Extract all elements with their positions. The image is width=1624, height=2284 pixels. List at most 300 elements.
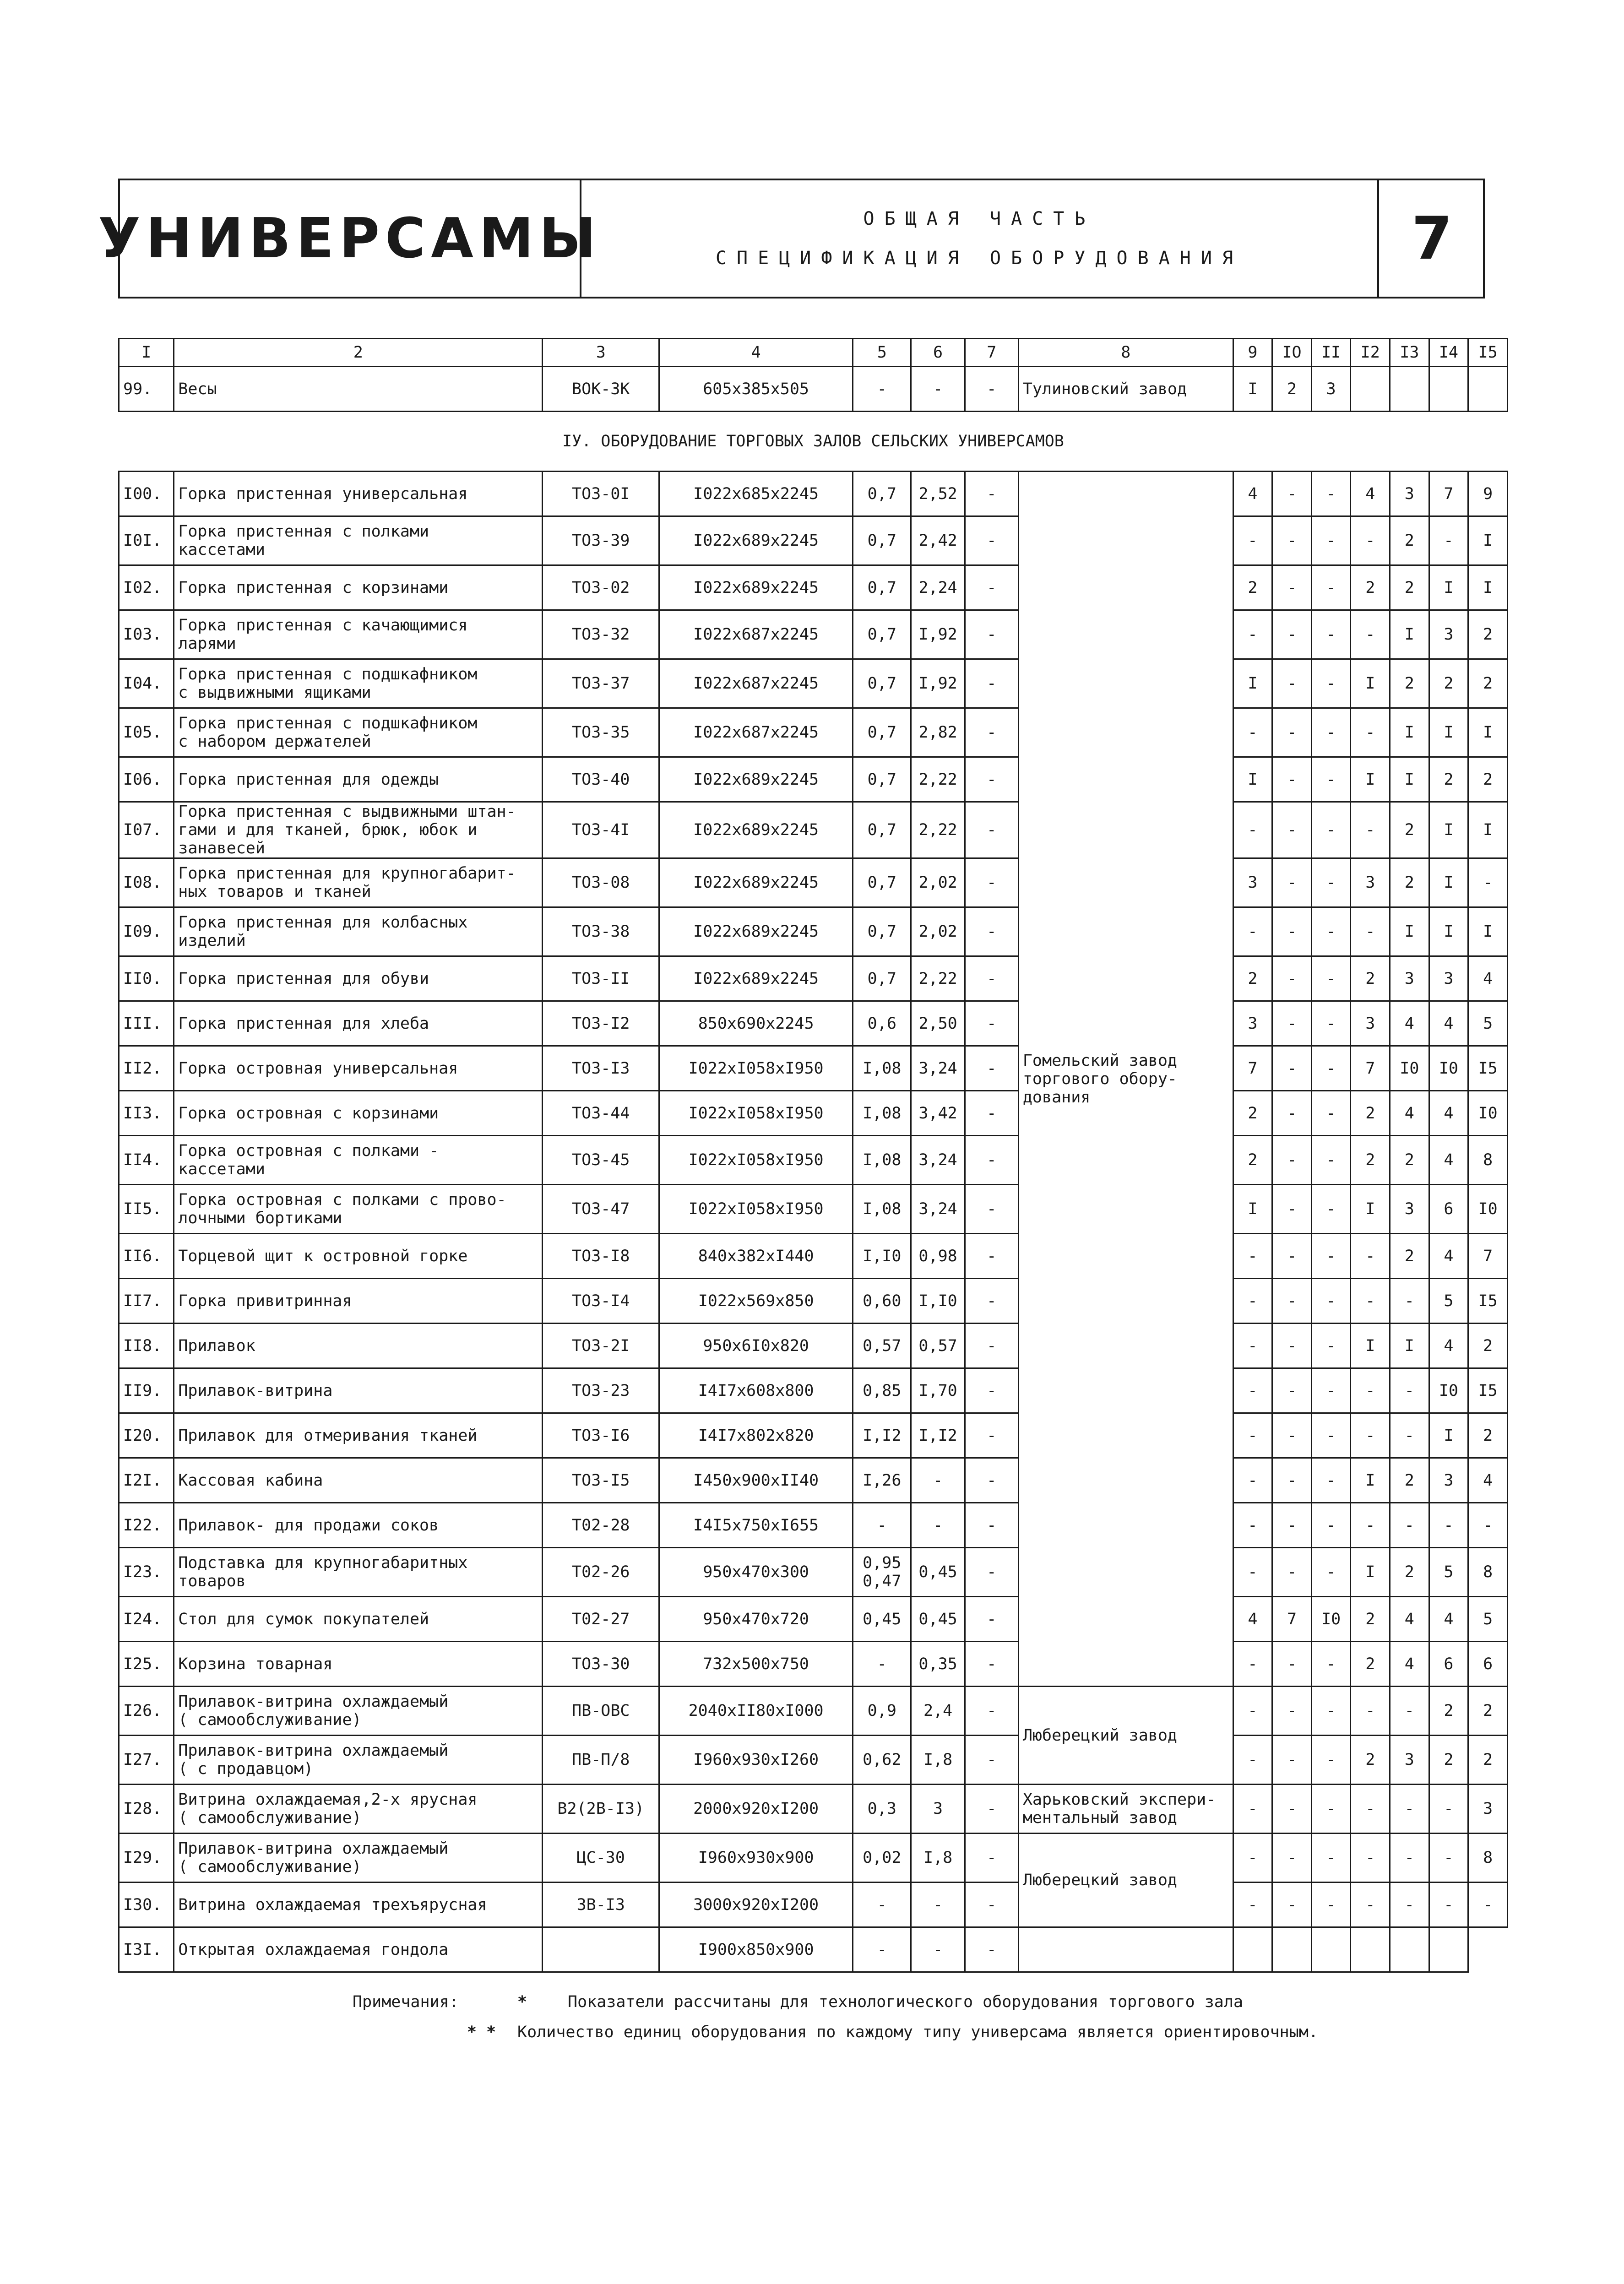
value-col7: -	[965, 1927, 1018, 1972]
item-dimensions: I022x689x2245	[659, 858, 853, 907]
item-name	[174, 1136, 543, 1185]
quantity-cell	[1468, 367, 1508, 412]
quantity-cell: -	[1311, 472, 1351, 516]
quantity-cell: -	[1390, 1687, 1429, 1736]
value-col5	[853, 1548, 911, 1597]
quantity-cell: 2	[1351, 1091, 1390, 1136]
item-name-line: лочными бортиками	[178, 1209, 342, 1227]
quantity-cell: 5	[1468, 1597, 1508, 1642]
value-col6: -	[911, 1503, 965, 1548]
value-col6: 0,45	[911, 1597, 965, 1642]
value-col6: 2,82	[911, 708, 965, 757]
quantity-cell: 2	[1468, 1324, 1508, 1368]
note-text: Количество единиц оборудования по каждому типу универсама является ориентировочным.	[517, 2023, 1318, 2041]
table-row	[119, 1927, 1508, 1972]
quantity-cell: 3	[1390, 956, 1429, 1001]
quantity-cell: 4	[1429, 1597, 1468, 1642]
item-name	[174, 1413, 543, 1458]
column-number: I4	[1429, 339, 1468, 367]
value-col6: 2,24	[911, 565, 965, 610]
quantity-cell: -	[1272, 1046, 1312, 1091]
value-col7: -	[965, 1736, 1018, 1785]
item-dimensions: I022x687x2245	[659, 610, 853, 659]
column-number: 2	[174, 339, 543, 367]
quantity-cell: 3	[1429, 1458, 1468, 1503]
quantity-cell: -	[1233, 1883, 1272, 1927]
quantity-cell: 2	[1233, 1136, 1272, 1185]
quantity-cell: -	[1233, 610, 1272, 659]
item-mark: ТОЗ-I3	[543, 1046, 659, 1091]
table-row	[119, 1136, 1508, 1185]
item-name-line: Прилавок-витрина охлаждаемый	[178, 1839, 449, 1858]
value-col6: 2,52	[911, 472, 965, 516]
value-col7: -	[965, 1503, 1018, 1548]
table-row	[119, 1883, 1508, 1927]
value-col6: I,92	[911, 659, 965, 708]
manufacturer	[1018, 472, 1233, 1687]
quantity-cell: 2	[1390, 1136, 1429, 1185]
doc-title: СПЕЦИФИКАЦИЯ ОБОРУДОВАНИЯ	[715, 248, 1244, 269]
row-number: I05.	[119, 708, 174, 757]
table-row	[119, 367, 1508, 412]
column-number: 3	[543, 339, 659, 367]
item-mark: ТОЗ-08	[543, 858, 659, 907]
quantity-cell: -	[1311, 1185, 1351, 1234]
value-col5: 0,7	[853, 659, 911, 708]
table-row	[119, 1279, 1508, 1324]
item-name	[174, 757, 543, 802]
item-mark: ПВ-П/8	[543, 1736, 659, 1785]
item-mark: Т02-28	[543, 1503, 659, 1548]
column-number: 4	[659, 339, 853, 367]
quantity-cell: I	[1429, 565, 1468, 610]
column-number: IO	[1272, 339, 1312, 367]
quantity-cell: -	[1311, 1234, 1351, 1279]
value-col7: -	[965, 1091, 1018, 1136]
quantity-cell: -	[1390, 1279, 1429, 1324]
quantity-cell: 7	[1468, 1234, 1508, 1279]
item-dimensions: I022xI058xI950	[659, 1046, 853, 1091]
item-name	[174, 1091, 543, 1136]
quantity-cell: -	[1233, 1324, 1272, 1368]
row-number: II9.	[119, 1368, 174, 1413]
value-col7: -	[965, 757, 1018, 802]
row-number: I0I.	[119, 516, 174, 565]
value-col7: -	[965, 1642, 1018, 1687]
item-mark: ТОЗ-40	[543, 757, 659, 802]
value-col5: -	[853, 1927, 911, 1972]
quantity-cell: I	[1351, 1548, 1390, 1597]
quantity-cell: 5	[1429, 1548, 1468, 1597]
table-row	[119, 1001, 1508, 1046]
quantity-cell: -	[1351, 1503, 1390, 1548]
quantity-cell: 2	[1390, 1234, 1429, 1279]
item-dimensions: 950x470x720	[659, 1597, 853, 1642]
quantity-cell: 2	[1468, 757, 1508, 802]
manufacturer-line: дования	[1022, 1088, 1091, 1107]
quantity-cell: -	[1233, 1834, 1272, 1883]
quantity-cell: 2	[1390, 1458, 1429, 1503]
quantity-cell: -	[1311, 956, 1351, 1001]
quantity-cell: -	[1233, 1642, 1272, 1687]
quantity-cell: 3	[1311, 367, 1351, 412]
column-number-row	[119, 339, 1508, 367]
quantity-cell: -	[1272, 907, 1312, 956]
quantity-cell: I5	[1468, 1279, 1508, 1324]
quantity-cell: -	[1272, 516, 1312, 565]
item-dimensions: I022x689x2245	[659, 757, 853, 802]
row-number: II0.	[119, 956, 174, 1001]
row-number: I08.	[119, 858, 174, 907]
quantity-cell: -	[1272, 1234, 1312, 1279]
value-col5: 0,02	[853, 1834, 911, 1883]
quantity-cell: 7	[1272, 1597, 1312, 1642]
quantity-cell: -	[1468, 1503, 1508, 1548]
quantity-cell: I5	[1468, 1046, 1508, 1091]
item-name-line: гами и для тканей, брюк, юбок и	[178, 821, 478, 839]
quantity-cell: I	[1429, 1413, 1468, 1458]
item-name-line: Горка пристенная для хлеба	[178, 1014, 429, 1033]
value-col7: -	[965, 516, 1018, 565]
value-col5: 0,7	[853, 708, 911, 757]
value-col6: 3,24	[911, 1046, 965, 1091]
column-number: I5	[1468, 339, 1508, 367]
row-number: I25.	[119, 1642, 174, 1687]
value-col7: -	[965, 565, 1018, 610]
quantity-cell: I	[1468, 907, 1508, 956]
item-name-line: Корзина товарная	[178, 1655, 333, 1673]
quantity-cell: 2	[1429, 1687, 1468, 1736]
item-mark: ТОЗ-23	[543, 1368, 659, 1413]
item-mark: Т02-26	[543, 1548, 659, 1597]
quantity-cell: -	[1311, 708, 1351, 757]
row-number: I20.	[119, 1413, 174, 1458]
quantity-cell: -	[1272, 1368, 1312, 1413]
quantity-cell: -	[1468, 858, 1508, 907]
quantity-cell: -	[1351, 1785, 1390, 1834]
quantity-cell: -	[1233, 516, 1272, 565]
item-name-line: Подставка для крупногабаритных	[178, 1554, 468, 1572]
quantity-cell: I0	[1468, 1091, 1508, 1136]
value-col5: 0,7	[853, 565, 911, 610]
manufacturer	[1018, 1785, 1233, 1834]
quantity-cell	[1390, 367, 1429, 412]
value-col7: -	[965, 1001, 1018, 1046]
item-mark: ТОЗ-4I	[543, 802, 659, 858]
item-name	[174, 802, 543, 858]
quantity-cell: -	[1351, 516, 1390, 565]
quantity-cell: 4	[1429, 1234, 1468, 1279]
quantity-cell: -	[1351, 1687, 1390, 1736]
quantity-cell: -	[1311, 1736, 1351, 1785]
item-name-line: занавесей	[178, 839, 265, 857]
title-block	[98, 179, 1485, 298]
value-col7: -	[965, 956, 1018, 1001]
item-name	[174, 1324, 543, 1368]
item-name-line: с набором держателей	[178, 732, 371, 751]
item-name	[174, 956, 543, 1001]
quantity-cell: I	[1390, 907, 1429, 956]
value-col7: -	[965, 1413, 1018, 1458]
row-number: II5.	[119, 1185, 174, 1234]
value-col6: -	[911, 1458, 965, 1503]
quantity-cell: 3	[1429, 956, 1468, 1001]
table-row	[119, 802, 1508, 858]
value-col6: -	[911, 367, 965, 412]
item-name-line: Стол для сумок покупателей	[178, 1610, 429, 1628]
quantity-cell: -	[1390, 1413, 1429, 1458]
item-dimensions: 950x470x300	[659, 1548, 853, 1597]
quantity-cell: 2	[1390, 565, 1429, 610]
value-col6: I,I0	[911, 1279, 965, 1324]
series-title: УНИВЕРСАМЫ	[120, 180, 581, 297]
row-number: II4.	[119, 1136, 174, 1185]
quantity-cell: 2	[1468, 1736, 1508, 1785]
quantity-cell: 2	[1468, 1413, 1508, 1458]
quantity-cell: -	[1233, 708, 1272, 757]
item-mark: ТОЗ-39	[543, 516, 659, 565]
row-number: I02.	[119, 565, 174, 610]
quantity-cell: -	[1390, 1834, 1429, 1883]
item-dimensions: I022x685x2245	[659, 472, 853, 516]
item-name-line: ( с продавцом)	[178, 1760, 314, 1778]
quantity-cell: 4	[1351, 472, 1390, 516]
item-name-line: Горка пристенная для крупногабарит-	[178, 864, 516, 883]
item-dimensions: I900x850x900	[659, 1927, 853, 1972]
value-col5: I,26	[853, 1458, 911, 1503]
item-dimensions: 3000x920xI200	[659, 1883, 853, 1927]
quantity-cell: -	[1429, 1883, 1468, 1927]
quantity-cell: -	[1272, 610, 1312, 659]
quantity-cell: -	[1311, 516, 1351, 565]
quantity-cell: -	[1351, 1883, 1390, 1927]
quantity-cell: 3	[1233, 858, 1272, 907]
quantity-cell: 5	[1468, 1001, 1508, 1046]
quantity-cell: -	[1233, 1503, 1272, 1548]
quantity-cell: -	[1351, 1413, 1390, 1458]
quantity-cell	[1351, 1927, 1390, 1972]
item-name-line: Горка пристенная универсальная	[178, 484, 468, 503]
manufacturer	[1018, 1834, 1233, 1927]
item-name-line: с выдвижными ящиками	[178, 684, 371, 702]
item-dimensions: I022xI058xI950	[659, 1136, 853, 1185]
item-mark: ТОЗ-44	[543, 1091, 659, 1136]
quantity-cell: -	[1311, 757, 1351, 802]
quantity-cell: 4	[1233, 472, 1272, 516]
row-number: II2.	[119, 1046, 174, 1091]
value-col5: -	[853, 1503, 911, 1548]
manufacturer-line: Харьковский экспери-	[1022, 1790, 1216, 1809]
quantity-cell	[1272, 1927, 1312, 1972]
column-number: 8	[1018, 339, 1233, 367]
item-mark: В2(2В-I3)	[543, 1785, 659, 1834]
value-col7: -	[965, 1279, 1018, 1324]
quantity-cell: 2	[1233, 956, 1272, 1001]
item-name	[174, 1642, 543, 1687]
item-name-line: Горка пристенная с качающимися	[178, 616, 468, 635]
item-name-line: ларями	[178, 635, 236, 653]
quantity-cell: -	[1390, 1883, 1429, 1927]
quantity-cell: -	[1272, 659, 1312, 708]
quantity-cell: 2	[1429, 757, 1468, 802]
item-name	[174, 1834, 543, 1883]
value-col6: I,92	[911, 610, 965, 659]
quantity-cell	[1429, 367, 1468, 412]
quantity-cell: 2	[1233, 565, 1272, 610]
column-number: 5	[853, 339, 911, 367]
quantity-cell: 6	[1429, 1185, 1468, 1234]
quantity-cell: I	[1390, 610, 1429, 659]
quantity-cell: -	[1311, 1883, 1351, 1927]
column-number: 6	[911, 339, 965, 367]
item-dimensions: I450x900xII40	[659, 1458, 853, 1503]
quantity-cell: -	[1272, 1413, 1312, 1458]
item-dimensions: I022x689x2245	[659, 516, 853, 565]
quantity-cell: I0	[1390, 1046, 1429, 1091]
quantity-cell: -	[1272, 1001, 1312, 1046]
row-number: I09.	[119, 907, 174, 956]
row-number: II8.	[119, 1324, 174, 1368]
quantity-cell: -	[1351, 610, 1390, 659]
quantity-cell: -	[1311, 858, 1351, 907]
row-number: I2I.	[119, 1458, 174, 1503]
item-name-line: Горка островная с корзинами	[178, 1104, 439, 1123]
value-col6: 3	[911, 1785, 965, 1834]
item-name	[174, 1597, 543, 1642]
quantity-cell	[1390, 1927, 1429, 1972]
quantity-cell: I0	[1429, 1046, 1468, 1091]
quantity-cell: 4	[1429, 1136, 1468, 1185]
item-name-line: Прилавок-витрина охлаждаемый	[178, 1693, 449, 1711]
value-col5-line: 0,47	[863, 1572, 902, 1590]
quantity-cell: -	[1311, 565, 1351, 610]
value-col5: 0,7	[853, 516, 911, 565]
quantity-cell: I	[1351, 1458, 1390, 1503]
quantity-cell	[1311, 1927, 1351, 1972]
quantity-cell: -	[1272, 1642, 1312, 1687]
quantity-cell: -	[1351, 1234, 1390, 1279]
row-number: I03.	[119, 610, 174, 659]
value-col7: -	[965, 708, 1018, 757]
value-col5-line: 0,95	[863, 1554, 902, 1572]
quantity-cell: I	[1390, 757, 1429, 802]
quantity-cell: -	[1272, 1548, 1312, 1597]
quantity-cell: -	[1351, 708, 1390, 757]
value-col5: I,I2	[853, 1413, 911, 1458]
quantity-cell: -	[1311, 1785, 1351, 1834]
item-name-line: изделий	[178, 932, 246, 950]
value-col6: 3,24	[911, 1185, 965, 1234]
item-mark: ТОЗ-47	[543, 1185, 659, 1234]
item-name-line: Прилавок-витрина охлаждаемый	[178, 1741, 449, 1760]
value-col6: I,I2	[911, 1413, 965, 1458]
row-number: II3.	[119, 1091, 174, 1136]
manufacturer-line: торгового обору-	[1022, 1069, 1178, 1088]
item-dimensions: I022x687x2245	[659, 708, 853, 757]
manufacturer: Тулиновский завод	[1018, 367, 1233, 412]
item-name	[174, 907, 543, 956]
spec-table	[118, 338, 1508, 1973]
value-col6: 0,45	[911, 1548, 965, 1597]
quantity-cell: -	[1311, 1413, 1351, 1458]
value-col5: 0,45	[853, 1597, 911, 1642]
value-col5: I,08	[853, 1091, 911, 1136]
quantity-cell: I	[1233, 659, 1272, 708]
row-number: I24.	[119, 1597, 174, 1642]
item-name: Весы	[174, 367, 543, 412]
table-row	[119, 610, 1508, 659]
manufacturer-line: Гомельский завод	[1022, 1051, 1178, 1070]
item-name-line: ( самообслуживание)	[178, 1858, 362, 1876]
quantity-cell: -	[1233, 1785, 1272, 1834]
item-name-line: Горка пристенная для одежды	[178, 770, 439, 789]
quantity-cell: I0	[1429, 1368, 1468, 1413]
item-name-line: Торцевой щит к островной горке	[178, 1247, 468, 1265]
row-number: I27.	[119, 1736, 174, 1785]
item-name-line: Витрина охлаждаемая трехъярусная	[178, 1895, 487, 1914]
quantity-cell	[1429, 1927, 1468, 1972]
item-name-line: кассетами	[178, 541, 265, 559]
table-row	[119, 1736, 1508, 1785]
value-col5: 0,7	[853, 472, 911, 516]
row-number: I00.	[119, 472, 174, 516]
quantity-cell: 4	[1390, 1001, 1429, 1046]
value-col6: 2,02	[911, 858, 965, 907]
value-col7: -	[965, 802, 1018, 858]
quantity-cell: 2	[1390, 516, 1429, 565]
quantity-cell: 2	[1390, 1548, 1429, 1597]
item-mark: ТОЗ-32	[543, 610, 659, 659]
column-number: I3	[1390, 339, 1429, 367]
quantity-cell	[1233, 1927, 1272, 1972]
quantity-cell: 2	[1272, 367, 1312, 412]
quantity-cell: 4	[1429, 1324, 1468, 1368]
notes	[353, 1987, 1318, 2047]
item-mark: ЦС-30	[543, 1834, 659, 1883]
item-name	[174, 1927, 543, 1972]
quantity-cell: -	[1311, 1368, 1351, 1413]
quantity-cell: I	[1351, 659, 1390, 708]
item-name	[174, 516, 543, 565]
item-mark: ТОЗ-45	[543, 1136, 659, 1185]
quantity-cell: 4	[1390, 1642, 1429, 1687]
value-col5: -	[853, 1642, 911, 1687]
item-mark: ТОЗ-I2	[543, 1001, 659, 1046]
quantity-cell: -	[1311, 1687, 1351, 1736]
quantity-cell: -	[1272, 956, 1312, 1001]
row-number: I22.	[119, 1503, 174, 1548]
quantity-cell: I0	[1468, 1185, 1508, 1234]
quantity-cell: 2	[1390, 659, 1429, 708]
quantity-cell: -	[1311, 1279, 1351, 1324]
table-row	[119, 1687, 1508, 1736]
quantity-cell: -	[1272, 708, 1312, 757]
item-name	[174, 472, 543, 516]
table-row	[119, 516, 1508, 565]
quantity-cell: 2	[1351, 565, 1390, 610]
item-name	[174, 708, 543, 757]
value-col6: I,8	[911, 1834, 965, 1883]
quantity-cell: -	[1311, 1503, 1351, 1548]
item-mark: ТОЗ-35	[543, 708, 659, 757]
item-name	[174, 1458, 543, 1503]
value-col5: I,08	[853, 1046, 911, 1091]
value-col7: -	[965, 1234, 1018, 1279]
value-col7: -	[965, 858, 1018, 907]
quantity-cell: -	[1272, 1736, 1312, 1785]
value-col7: -	[965, 367, 1018, 412]
notes-lead: Примечания:	[353, 1993, 459, 2011]
